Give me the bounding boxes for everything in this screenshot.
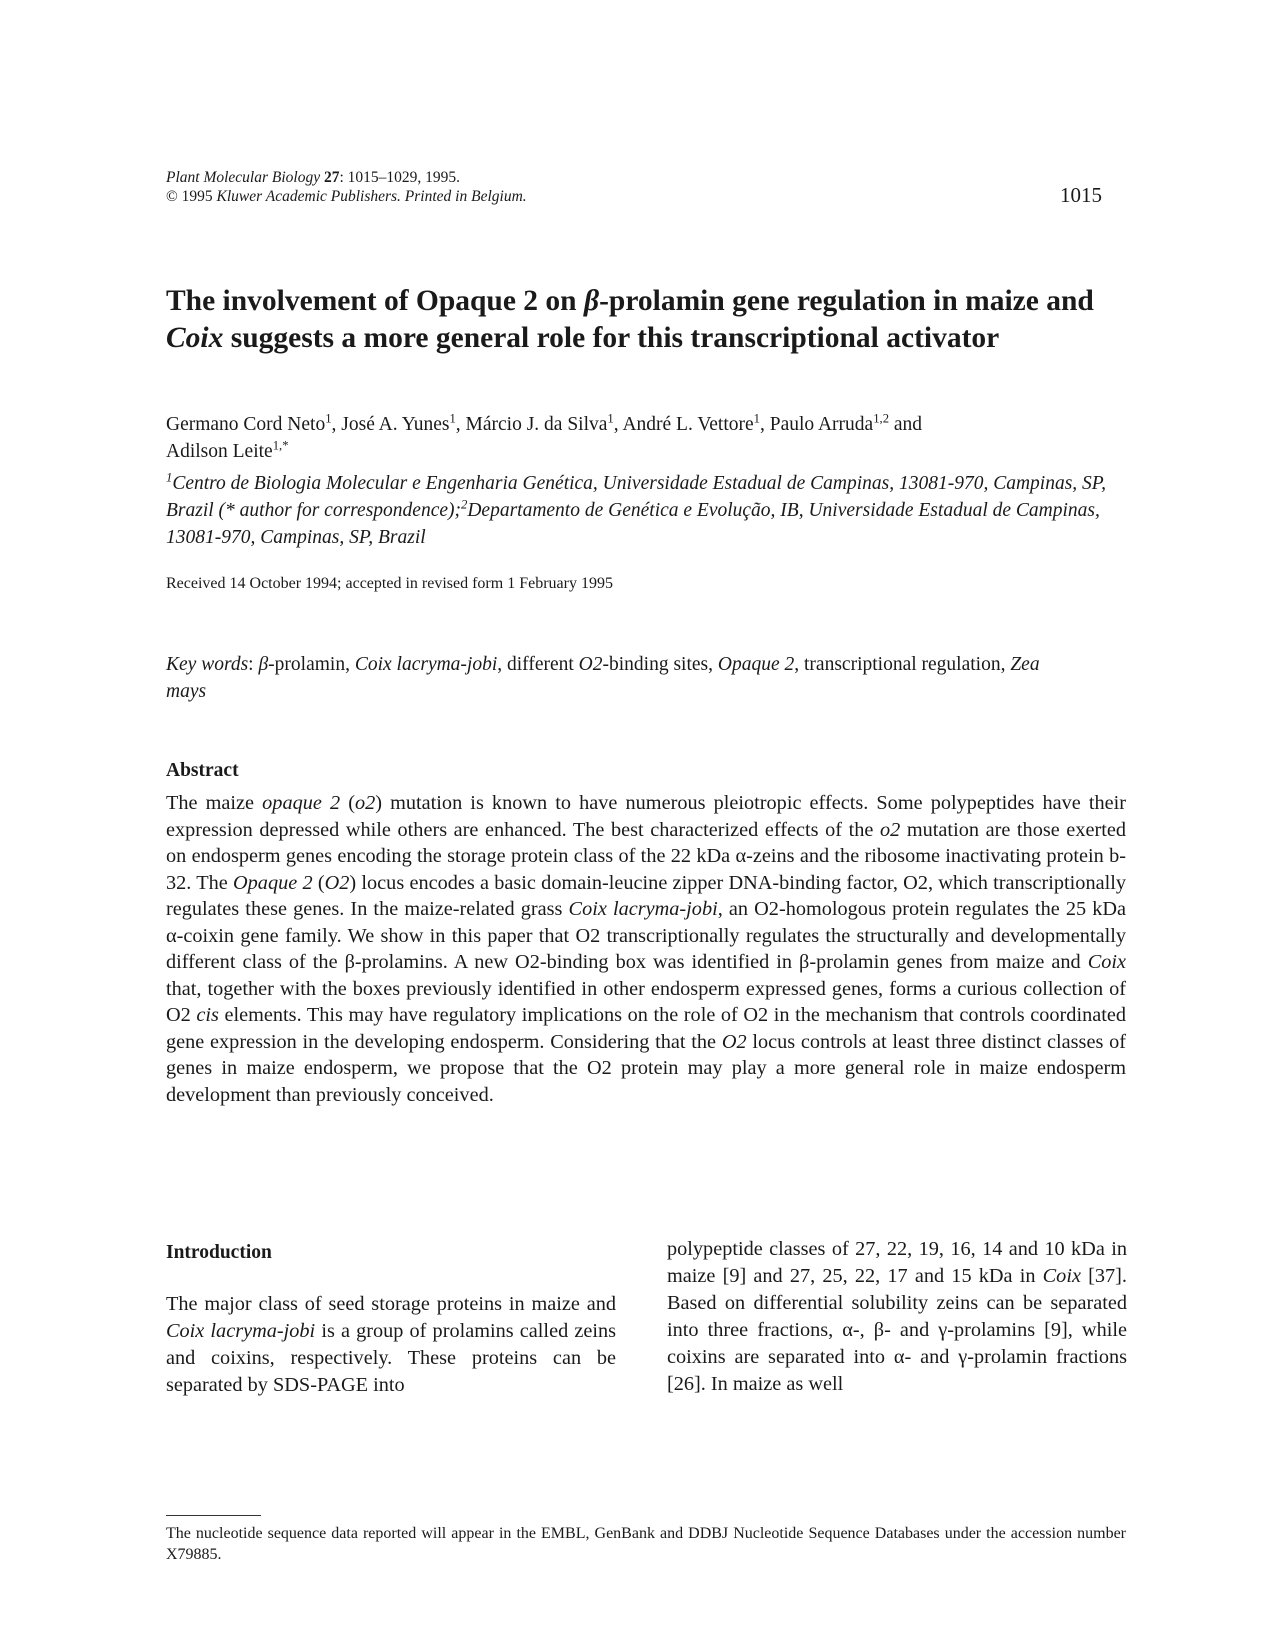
footnote: The nucleotide sequence data reported will appear in the EMBL, GenBank and DDBJ Nucleotide Sequence Databases under the accession number X79885.	[166, 1525, 1126, 1563]
journal-volume: 27	[323, 169, 340, 186]
author-name: Paulo Arruda	[769, 414, 874, 435]
paper-title: The involvement of Opaque 2 on β-prolamin gene regulation in maize and Coix suggests a more general role for this transcriptional activator	[166, 285, 1094, 354]
affiliations: $^1$Centro de Biologia Molecular e Engenharia Genética, Universidade Estadual de Campinas, 13081-970, Campinas, SP, Brazil (* author for correspondence);$^2$Departamento de Genética e Evolução, IB, Universidade Estadual de Campinas, 13081-970, Campinas, SP, Brazil	[166, 470, 1107, 548]
page-number: 1015	[1060, 183, 1102, 207]
keywords: Key words: β-prolamin, Coix lacryma-jobi, different O2-binding sites, Opaque 2, transcriptional regulation, Zea mays	[166, 654, 1040, 702]
footnote-rule	[166, 1515, 261, 1516]
abstract-heading: Abstract	[166, 760, 239, 781]
journal-name: Plant Molecular Biology	[166, 169, 321, 186]
copyright-text: Kluwer Academic Publishers. Printed in Belgium.	[216, 188, 527, 205]
author-name: André L. Vettore	[622, 414, 754, 435]
introduction-right-column: polypeptide classes of 27, 22, 19, 16, 14 and 10 kDa in maize [9] and 27, 25, 22, 17 and 15 kDa in Coix [37]. Based on differential solubility zeins can be separated into three fractions, α-, β- and γ-prolamins [9], while coixins are separated into α- and γ-prolamin fractions [26]. In maize as well	[667, 1238, 1127, 1395]
copyright-prefix: © 1995	[166, 188, 213, 205]
author-name: Germano Cord Neto	[166, 414, 326, 435]
introduction-heading: Introduction	[166, 1242, 272, 1263]
journal-pages: : 1015–1029, 1995.	[339, 169, 461, 186]
journal-citation	[166, 168, 726, 206]
introduction-left-column: The major class of seed storage proteins in maize and Coix lacryma-jobi is a group of prolamins called zeins and coixins, respectively. These proteins can be separated by SDS-PAGE into	[166, 1293, 617, 1396]
abstract-body: The maize opaque 2 (o2) mutation is known to have numerous pleiotropic effects. Some polypeptides have their expression depressed while others are enhanced. The best characterized effects of the o2 mutation are those exerted on endosperm genes encoding the storage protein class of the 22 kDa α-zeins and the ribosome inactivating protein b-32. The Opaque 2 (O2) locus encodes a basic domain-leucine zipper DNA-binding factor, O2, which transcriptionally regulates these genes. In the maize-related grass Coix lacryma-jobi, an O2-homologous protein regulates the 25 kDa α-coixin gene family. We show in this paper that O2 transcriptionally regulates the structurally and developmentally different class of the β-prolamins. A new O2-binding box was identified in β-prolamin genes from maize and Coix that, together with the boxes previously identified in other endosperm expressed genes, forms a curious collection of O2 cis elements. This may have regulatory implications on the role of O2 in the mechanism that controls coordinated gene expression in the developing endosperm. Considering that the O2 locus controls at least three distinct classes of genes in maize endosperm, we propose that the O2 protein may play a more general role in maize endosperm development than previously conceived.	[166, 792, 1127, 1106]
received-dates: Received 14 October 1994; accepted in revised form 1 February 1995	[166, 575, 613, 592]
author-name: Adilson Leite	[166, 441, 273, 462]
author-list: Germano Cord Neto$^1$, José A. Yunes$^1$, Márcio J. da Silva$^1$, André L. Vettore$^1$, Paulo Arruda$^{1,2}$ and Adilson Leite$^{1,*}$	[166, 411, 923, 462]
author-name: Márcio J. da Silva	[465, 414, 608, 435]
author-name: José A. Yunes	[341, 414, 450, 435]
